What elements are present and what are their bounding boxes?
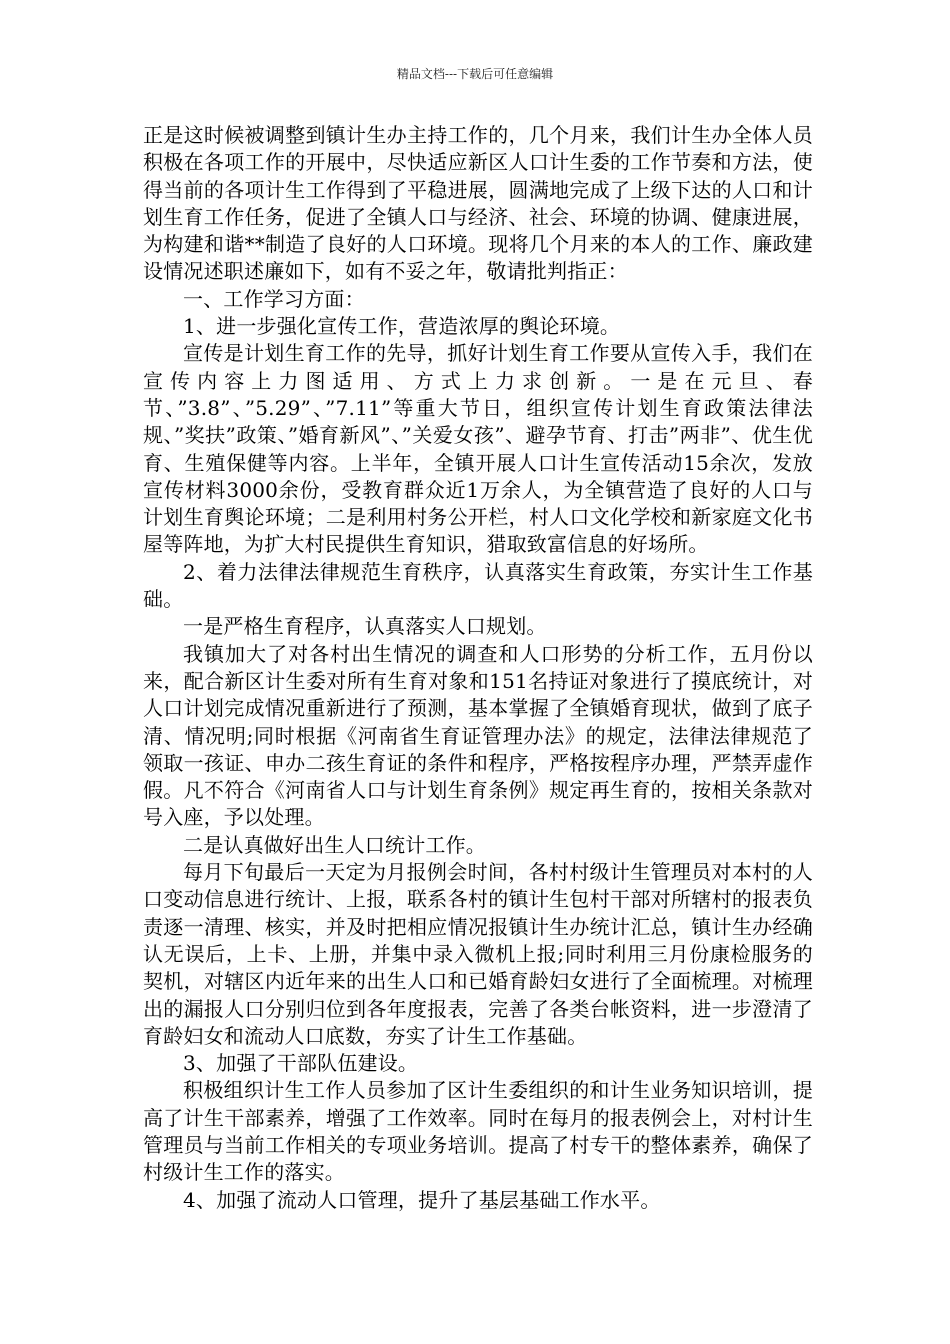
paragraph-birth-procedure: 我镇加大了对各村出生情况的调查和人口形势的分析工作，五月份以来，配合新区计生委对所有生育对象和151名持证对象进行了摸底统计，对人口计划完成情况重新进行了预测，基本掌握了全镇婚育现状，做到了底子清、情况明;同时根据《河南省生育证管理办法》的规定，法律法律规范了领取一孩证、申办二孩生育证的条件和程序，严格按程序办理，严禁弄虚作假。凡不符合《河南省人口与计划生育条例》规定再生育的，按相关条款对号入座，予以处理。 bbox=[143, 641, 813, 830]
paragraph-birth-statistics: 每月下旬最后一天定为月报例会时间，各村村级计生管理员对本村的人口变动信息进行统计、上报，联系各村的镇计生包村干部对所辖村的报表负责逐一清理、核实，并及时把相应情况报镇计生办统计汇总，镇计生办经确认无误后，上卡、上册，并集中录入微机上报;同时利用三月份康检服务的契机，对辖区内近年来的出生人口和已婚育龄妇女进行了全面梳理。对梳理出的漏报人口分别归位到各年度报表，完善了各类台帐资料，进一步澄清了育龄妇女和流动人口底数，夯实了计生工作基础。 bbox=[143, 860, 813, 1048]
subheading-team-building: 3、加强了干部队伍建设。 bbox=[183, 1051, 419, 1076]
subheading-propaganda: 1、进一步强化宣传工作，营造浓厚的舆论环境。 bbox=[183, 314, 621, 339]
subheading-birth-order: 2、着力法律法律规范生育秩序，认真落实生育政策，夯实计生工作基础。 bbox=[143, 559, 813, 612]
page-header: 精品文档---下载后可任意编辑 bbox=[396, 67, 554, 81]
subheading-birth-procedure: 一是严格生育程序，认真落实人口规划。 bbox=[183, 614, 547, 639]
document-body bbox=[143, 122, 813, 1214]
section-heading-work-study: 一、工作学习方面： bbox=[183, 286, 365, 311]
paragraph-intro: 正是这时候被调整到镇计生办主持工作的，几个月来，我们计生办全体人员积极在各项工作的开展中，尽快适应新区人口计生委的工作节奏和方法，使得当前的各项计生工作得到了平稳进展，圆满地完成了上级下达的人口和计划生育工作任务，促进了全镇人口与经济、社会、环境的协调、健康进展，为构建和谐**制造了良好的人口环境。现将几个月来的本人的工作、廉政建设情况述职述廉如下，如有不妥之年，敬请批判指正： bbox=[143, 123, 813, 284]
paragraph-team-building: 积极组织计生工作人员参加了区计生委组织的和计生业务知识培训，提高了计生干部素养，增强了工作效率。同时在每月的报表例会上，对村计生管理员与当前工作相关的专项业务培训。提高了村专干的整体素养，确保了村级计生工作的落实。 bbox=[143, 1078, 813, 1185]
paragraph-propaganda: 宣传是计划生育工作的先导，抓好计划生育工作要从宣传入手，我们在宣传内容上力图适用、方式上力求创新。一是在元旦、春节、”3.8”、”5.29”、”7.11”等重大节日，组织宣传计划生育政策法律法规、”奖扶”政策、”婚育新风”、”关爱女孩”、避孕节育、打击”两非”、优生优育、生殖保健等内容。上半年，全镇开展人口计生宣传活动15余次，发放宣传材料3000余份，受教育群众近1万余人，为全镇营造了良好的人口与计划生育舆论环境；二是利用村务公开栏，村人口文化学校和新家庭文化书屋等阵地，为扩大村民提供生育知识，猎取致富信息的好场所。 bbox=[143, 341, 813, 557]
subheading-birth-statistics: 二是认真做好出生人口统计工作。 bbox=[183, 832, 486, 857]
subheading-floating-population: 4、加强了流动人口管理，提升了基层基础工作水平。 bbox=[183, 1187, 661, 1212]
